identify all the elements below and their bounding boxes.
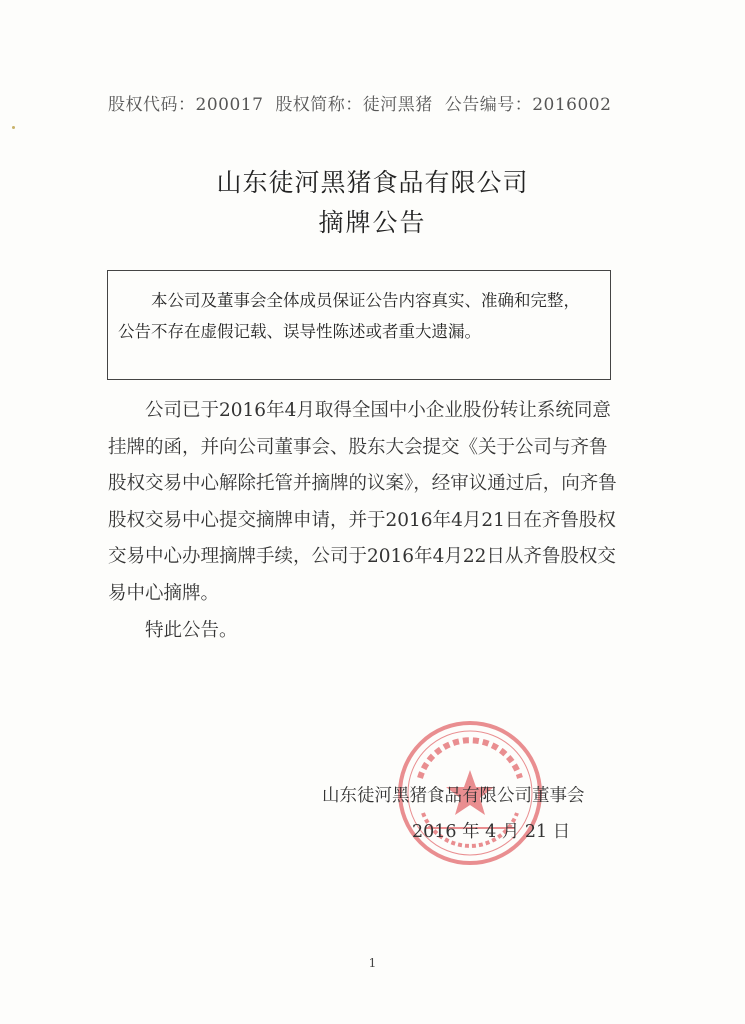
announcement-number: 公告编号：2016002 bbox=[444, 95, 612, 115]
signature-organization: 山东徒河黑猪食品有限公司董事会 bbox=[322, 786, 585, 806]
signature-date: 2016 年 4 月 21 日 bbox=[412, 822, 571, 842]
page-number: 1 bbox=[368, 956, 377, 970]
stock-info-line bbox=[108, 90, 617, 115]
stock-name: 股权简称：徒河黑猪 bbox=[275, 95, 433, 115]
stock-code: 股权代码：200017 bbox=[108, 95, 264, 115]
disclaimer-line-2: 公告不存在虚假记载、误导性陈述或者重大遗漏。 bbox=[118, 322, 481, 341]
closing-remark: 特此公告。 bbox=[145, 619, 238, 641]
disclaimer-box bbox=[107, 270, 611, 380]
disclaimer-line-1: 本公司及董事会全体成员保证公告内容真实、准确和完整， bbox=[151, 291, 580, 310]
company-title: 山东徒河黑猪食品有限公司 bbox=[216, 168, 529, 197]
body-paragraph: 公司已于2016年4月取得全国中小企业股份转让系统同意挂牌的函，并向公司董事会、股东大会提交《关于公司与齐鲁股权交易中心解除托管并摘牌的议案》，经审议通过后，向齐鲁股权交易中心提交摘牌申请，并于2016年4月21日在齐鲁股权交易中心办理摘牌手续，公司于2016年4月22日从齐鲁股权交易中心摘牌。 bbox=[108, 400, 617, 604]
scan-speck bbox=[12, 126, 15, 129]
announcement-title: 摘牌公告 bbox=[318, 208, 427, 237]
announcement-body bbox=[108, 393, 618, 649]
